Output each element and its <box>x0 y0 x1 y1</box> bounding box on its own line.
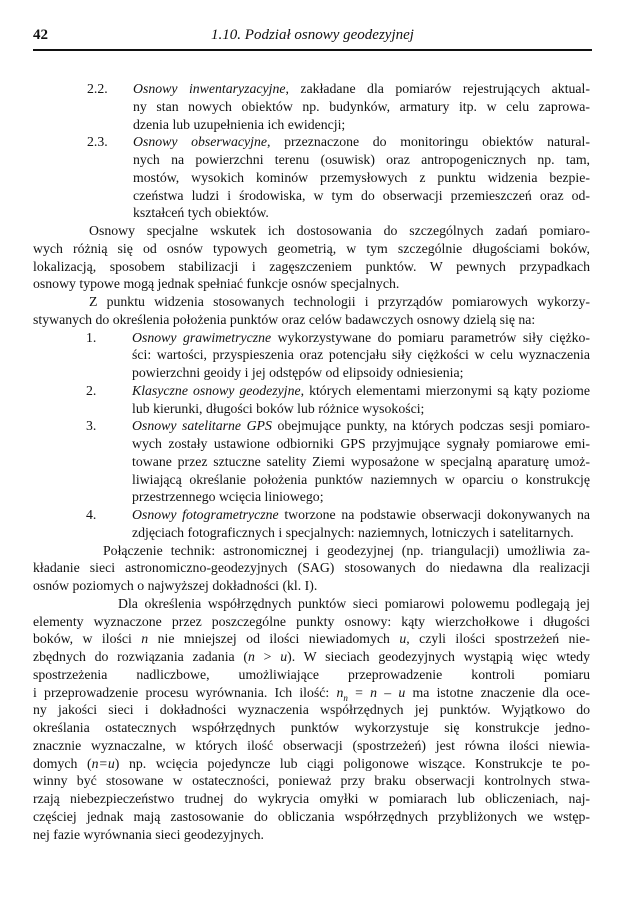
text-run: lokalizacją, sposobem stabilizacji i zagęszczeniem punktów. W pewnych przypadkach <box>33 258 590 274</box>
text-run: rzają niebezpieczeństwo trudnej do wykrycia omyłki w pomiarach lub obliczeniach, naj- <box>33 791 590 806</box>
text-line <box>33 772 590 790</box>
text-run: towane przez sztuczne satelity Ziemi wyposażone w specjalną aparaturę umoż- <box>132 453 590 469</box>
text-line <box>33 293 590 311</box>
text-line <box>33 400 590 418</box>
header-rule <box>33 49 592 51</box>
italic-term: Klasyczne osnowy geodezyjne <box>132 382 301 398</box>
text-run: częściej jednak mają zastosowanie do obliczania współrzędnych przybliżonych we wstęp- <box>33 808 590 824</box>
text-run: mostów, wysokich kominów przemysłowych z punktu widzenia bezpie- <box>133 169 590 185</box>
text-run: spostrzeżenia nadliczbowe, umożliwiające przeprowadzenie kontroli pomiaru <box>33 666 590 682</box>
italic-term: u <box>280 649 288 664</box>
text-line <box>33 542 590 560</box>
text-line <box>33 329 590 347</box>
text-run: wych zostały ustawione odbiorniki GPS przyjmujące sygnały pomiarowe emi- <box>132 436 590 451</box>
text-run: , zakładane dla pomiarów rejestrujących aktual- <box>285 81 590 96</box>
paragraph <box>33 595 590 844</box>
text-run: domych ( <box>33 755 92 771</box>
text-line <box>33 417 590 435</box>
text-run: boków, w ilości <box>33 631 142 647</box>
italic-term: u <box>398 684 406 700</box>
text-line <box>33 488 590 506</box>
list-number: 1. <box>86 329 97 345</box>
text-line <box>33 169 590 187</box>
text-line <box>33 116 590 134</box>
text-run: i przeprowadzenie procesu wyrównania. Ich ilość: <box>33 684 337 700</box>
text-line <box>33 204 590 222</box>
text-line <box>33 435 590 453</box>
italic-term: Osnowy grawimetryczne <box>132 329 272 345</box>
text-line <box>33 187 590 205</box>
text-line <box>33 471 590 489</box>
text-line <box>33 80 590 98</box>
text-run: kładanie sieci astronomiczno-geodezyjnych (SAG) stosowanych do niedawna dla realizacji <box>33 560 590 576</box>
list-item <box>33 506 590 542</box>
text-line <box>33 98 590 116</box>
text-line <box>33 648 590 666</box>
list-number: 2. <box>86 382 97 398</box>
text-line <box>33 364 590 382</box>
italic-term: n <box>141 631 149 647</box>
text-line <box>33 666 590 684</box>
text-run: nych na powierzchni terenu (osuwisk) oraz antropogenicznych np. tam, <box>133 152 590 167</box>
text-line <box>33 630 590 648</box>
text-run: osnów poziomych o najwyższej dokładności (kl. I). <box>33 578 318 593</box>
text-run: elementy wyznaczone przez poszczególne punkty osnowy: kąty wierzchołkowe i długości <box>33 613 590 629</box>
italic-term: n <box>370 684 378 700</box>
text-run: = <box>347 684 371 700</box>
list-number: 3. <box>86 418 97 434</box>
text-run: zdjęciach fotograficznych i specjalnych: naziemnych, lotniczych i satelitarnych. <box>132 524 574 540</box>
text-line <box>33 684 590 702</box>
list-item <box>33 329 590 382</box>
text-line <box>33 382 590 400</box>
text-run: Osnowy specjalne wskutek ich dostosowania do szczególnych zadań pomiaro- <box>89 223 590 238</box>
text-run: , przeznaczone do monitoringu obiektów natural- <box>266 134 590 150</box>
text-line <box>33 808 590 826</box>
page-body <box>33 80 590 843</box>
italic-term: Osnowy fotogrametryczne <box>132 507 279 522</box>
text-line <box>33 524 590 542</box>
text-run: ści: wartości, przyspieszenia oraz potencjału siły ciężkości w celu wyznaczenia <box>132 347 590 363</box>
italic-term: Osnowy satelitarne GPS <box>132 418 272 434</box>
text-run: obejmujące punkty, na których podczas sesji pomiaro- <box>271 418 590 434</box>
list-number: 2.3. <box>87 134 108 150</box>
text-run: kształceń tych obiektów. <box>133 205 269 221</box>
text-run: , czyli ilości spostrzeżeń nie- <box>406 631 590 647</box>
text-line <box>33 346 590 364</box>
text-line <box>33 755 590 773</box>
text-run: stywanych do określenia położenia punktów oraz celów badawczych osnowy dzielą się na: <box>33 311 536 327</box>
text-line <box>33 258 590 276</box>
text-run: ny stan nowych obiektów np. budynków, armatury itp. w celu zaprowa- <box>133 98 590 114</box>
italic-term: n <box>248 649 255 664</box>
list-number: 4. <box>86 507 97 522</box>
list-item <box>33 382 590 418</box>
text-run: dzenia lub uzupełnienia ich ewidencji; <box>133 116 346 132</box>
italic-term: Osnowy inwentaryzacyjne <box>133 81 286 96</box>
text-run: ). W sieciach geodezyjnych wystąpią więc wtedy <box>287 649 590 664</box>
running-header <box>33 27 592 47</box>
text-run: znacznie wyznaczalne, w których ilość obserwacji (spostrzeżeń) jest równa ilości niewia- <box>33 737 590 753</box>
text-run: zbędnych do rozwiązania zadania ( <box>33 649 248 664</box>
text-line <box>33 559 590 577</box>
text-line <box>33 275 590 293</box>
text-line <box>33 613 590 631</box>
text-run: nie mniejszej od ilości niewiadomych <box>148 631 400 647</box>
text-line <box>33 133 590 151</box>
text-line <box>33 790 590 808</box>
text-run: Dla określenia współrzędnych punktów sieci pomiarowi polowemu podlegają jej <box>118 595 590 611</box>
italic-term: Osnowy obserwacyjne <box>133 134 267 150</box>
text-run: liwiającą określanie położenia punktów naziemnych w oparciu o konstrukcję <box>132 471 590 487</box>
italic-term: n <box>336 684 344 700</box>
text-line <box>33 311 590 329</box>
text-run: powierzchni geoidy i jej odstępów od elipsoidy odniesienia; <box>132 365 464 380</box>
text-run: przestrzennego wcięcia liniowego; <box>132 489 324 505</box>
text-line <box>33 222 590 240</box>
text-line <box>33 595 590 613</box>
page-number: 42 <box>33 27 48 43</box>
text-run: > <box>254 649 281 664</box>
text-line <box>33 151 590 169</box>
paragraph <box>33 542 590 595</box>
text-run: ) np. wcięcia pojedyncze lub ciągi poligonowe wiszące. Konstrukcje te po- <box>114 755 590 771</box>
text-run: – <box>377 684 399 700</box>
text-line <box>33 737 590 755</box>
text-run: , których elementami mierzonymi są kąty poziome <box>300 382 590 398</box>
text-line <box>33 719 590 737</box>
text-run: wykorzystywane do pomiaru parametrów siły ciężko- <box>271 329 590 345</box>
text-run: Z punktu widzenia stosowanych technologii i przyrządów pomiarowych wykorzy- <box>89 294 590 309</box>
text-run: osnowy typowe mogą jednak spełniać funkcje osnów specjalnych. <box>33 276 400 292</box>
text-run: tworzone na podstawie obserwacji dokonywanych na <box>278 507 590 522</box>
list-item <box>33 417 590 506</box>
section-title: 1.10. Podział osnowy geodezyjnej <box>211 27 414 43</box>
text-run: Połączenie technik: astronomicznej i geodezyjnej (np. triangulacji) umożliwia za- <box>103 542 590 558</box>
text-line <box>33 506 590 524</box>
paragraph <box>33 222 590 293</box>
text-line <box>33 240 590 258</box>
text-run: określania ostatecznych współrzędnych punktów wykorzystuje się konstrukcje jedno- <box>33 720 590 735</box>
text-run: wych różnią się od osnów typowych geometrią, w tym szczególnie długościami boków, <box>33 240 590 256</box>
text-line <box>33 577 590 595</box>
text-line <box>33 826 590 844</box>
subscript: n <box>343 692 348 703</box>
text-run: ma istotne znaczenie dla oce- <box>405 684 591 700</box>
list-item <box>33 133 590 222</box>
text-run: lub kierunki, długości boków lub różnice wysokości; <box>132 400 425 416</box>
paragraph <box>33 293 590 329</box>
text-run: ny jakości sieci i dokładności wyznaczenia współrzędnych jej punktów. Wyjątkowo do <box>33 702 590 718</box>
italic-term: u <box>399 631 407 647</box>
text-run: winny być stosowane w ostateczności, ponieważ przy braku obserwacji kontrolnych stwa- <box>33 773 590 789</box>
italic-term: n=u <box>91 755 115 771</box>
text-line <box>33 701 590 719</box>
text-line <box>33 453 590 471</box>
list-item <box>33 80 590 133</box>
text-run: nej fazie wyrównania sieci geodezyjnych. <box>33 826 264 842</box>
list-number: 2.2. <box>87 81 108 96</box>
text-run: czeństwa ludzi i środowiska, w tym do obserwacji przemieszczeń oraz od- <box>133 187 590 203</box>
